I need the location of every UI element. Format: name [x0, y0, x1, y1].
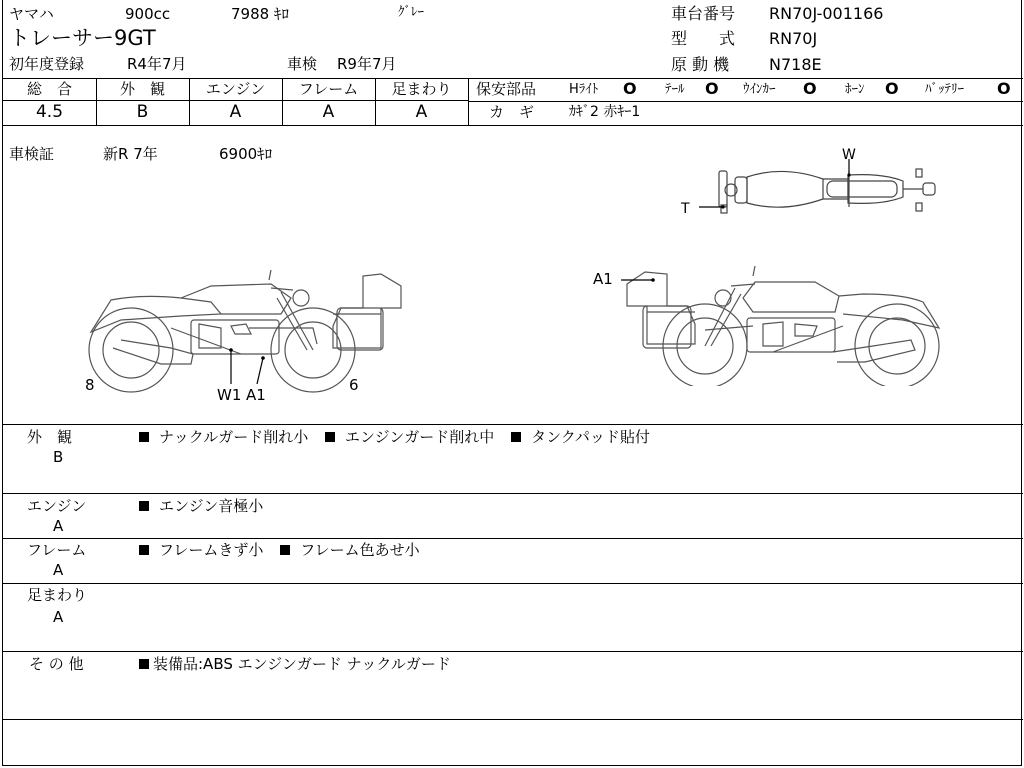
note-item: フレーム色あせ小	[300, 541, 420, 559]
note-row-other	[3, 655, 1023, 717]
bullet-square-icon	[511, 432, 521, 442]
note-label: そ の 他	[29, 655, 84, 673]
grade-value-engine: A	[229, 102, 242, 122]
note-row-exterior	[3, 428, 1023, 492]
note-item: エンジン音極小	[159, 497, 264, 515]
divider	[468, 78, 469, 125]
note-item: フレームきず小	[159, 541, 264, 559]
mark-left-6: 6	[349, 376, 359, 394]
cert-label: 車検証	[9, 145, 55, 163]
safety-horn-mark: O	[885, 79, 899, 98]
note-items	[139, 499, 275, 514]
mark-left-w1: W1	[217, 386, 242, 404]
grade-header-suspension: 足まわり	[391, 80, 452, 98]
note-label: フレーム	[27, 541, 87, 559]
note-grade: B	[53, 448, 64, 466]
safety-tail-name: ﾃｰﾙ	[665, 82, 685, 97]
frame-no-value: RN70J-001166	[769, 4, 884, 23]
safety-horn-name: ﾎｰﾝ	[845, 82, 865, 97]
first-reg-label: 初年度登録	[9, 55, 85, 73]
note-label: エンジン	[27, 497, 87, 515]
grade-header-frame: フレーム	[298, 80, 359, 98]
grade-value-overall: 4.5	[35, 102, 64, 122]
motorcycle-top-view-diagram	[673, 145, 953, 225]
divider	[469, 101, 1023, 102]
inspection-sheet	[2, 0, 1022, 766]
safety-headlight-name: Hﾗｲﾄ	[569, 82, 599, 97]
note-row-frame	[3, 542, 1023, 582]
note-label: 外 観	[27, 428, 73, 446]
grade-header-overall: 総 合	[26, 80, 72, 98]
safety-winker-name: ｳｲﾝｶｰ	[743, 82, 776, 97]
bullet-square-icon	[139, 545, 149, 555]
key-label: カ ギ	[489, 103, 535, 121]
displacement: 900cc	[125, 5, 171, 23]
key-value: ｶｷﾞ2 赤ｷｰ1	[569, 104, 641, 120]
note-item: タンクパッド貼付	[531, 428, 650, 446]
divider	[3, 100, 469, 101]
safety-battery-name: ﾊﾞｯﾃﾘｰ	[925, 82, 964, 97]
safety-tail-mark: O	[705, 79, 719, 98]
grade-header-exterior: 外 観	[119, 80, 165, 98]
engine-model-label: 原 動 機	[671, 55, 730, 74]
grade-value-suspension: A	[415, 102, 428, 122]
bullet-square-icon	[139, 659, 149, 669]
grade-value-frame: A	[322, 102, 335, 122]
safety-winker-mark: O	[803, 79, 817, 98]
bullet-square-icon	[139, 501, 149, 511]
note-item: エンジンガード削れ中	[345, 428, 495, 446]
note-label: 足まわり	[27, 586, 88, 604]
mark-left-a1: A1	[246, 386, 266, 404]
motorcycle-right-view-diagram	[603, 266, 948, 386]
note-items	[139, 430, 662, 445]
note-items	[139, 657, 463, 672]
inspection-value: R9年7月	[337, 55, 397, 73]
inspection-label: 車検	[287, 55, 318, 73]
mark-right-a1: A1	[593, 270, 613, 288]
mark-top-t: T	[681, 201, 690, 217]
color: ｸﾞﾚｰ	[398, 5, 424, 20]
bullet-square-icon	[280, 545, 290, 555]
bullet-square-icon	[139, 432, 149, 442]
divider	[3, 125, 1023, 126]
cert-value: 新R 7年	[103, 145, 158, 163]
divider	[3, 78, 1023, 79]
divider	[3, 583, 1023, 584]
note-items	[139, 543, 432, 558]
mark-left-8: 8	[85, 376, 95, 394]
note-grade: A	[53, 561, 64, 579]
mileage: 7988 ｷﾛ	[231, 5, 289, 23]
model-name: トレーサー9GT	[9, 26, 156, 50]
type-label: 型 式	[671, 29, 736, 48]
divider	[3, 493, 1023, 494]
note-item: 装備品:ABS エンジンガード ナックルガード	[153, 655, 451, 673]
safety-battery-mark: O	[997, 79, 1011, 98]
divider	[3, 538, 1023, 539]
first-reg-value: R4年7月	[127, 55, 187, 73]
cert-km: 6900ｷﾛ	[219, 145, 273, 163]
divider	[3, 424, 1023, 425]
note-grade: A	[53, 608, 64, 626]
note-row-suspension	[3, 587, 1023, 649]
bullet-square-icon	[325, 432, 335, 442]
note-grade: A	[53, 517, 64, 535]
type-value: RN70J	[769, 29, 818, 48]
safety-label: 保安部品	[476, 80, 537, 98]
frame-no-label: 車台番号	[671, 4, 736, 23]
note-item: ナックルガード削れ小	[159, 428, 309, 446]
divider	[3, 719, 1023, 720]
engine-model-value: N718E	[769, 55, 822, 74]
maker: ヤマハ	[9, 5, 54, 23]
mark-top-w: W	[842, 147, 856, 163]
grade-header-engine: エンジン	[205, 80, 266, 98]
divider	[3, 651, 1023, 652]
grade-value-exterior: B	[136, 102, 149, 122]
note-row-engine	[3, 497, 1023, 537]
safety-headlight-mark: O	[623, 79, 637, 98]
